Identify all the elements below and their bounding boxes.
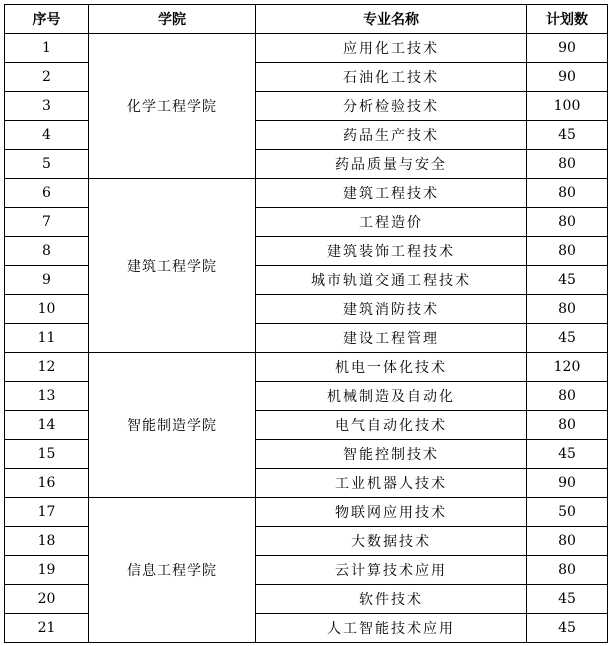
major-name-cell: 建筑装饰工程技术 bbox=[256, 237, 527, 266]
major-name-cell: 建筑消防技术 bbox=[256, 295, 527, 324]
plan-count-cell: 80 bbox=[527, 208, 608, 237]
plan-count-cell: 45 bbox=[527, 266, 608, 295]
major-name-cell: 药品生产技术 bbox=[256, 121, 527, 150]
college-cell: 建筑工程学院 bbox=[89, 179, 256, 353]
plan-count-cell: 90 bbox=[527, 469, 608, 498]
header-major: 专业名称 bbox=[256, 5, 527, 34]
table-row bbox=[5, 179, 608, 208]
row-index-cell: 21 bbox=[5, 614, 89, 643]
row-index-cell: 11 bbox=[5, 324, 89, 353]
college-cell: 化学工程学院 bbox=[89, 34, 256, 179]
row-index-cell: 17 bbox=[5, 498, 89, 527]
major-name-cell: 电气自动化技术 bbox=[256, 411, 527, 440]
row-index-cell: 18 bbox=[5, 527, 89, 556]
enrollment-plan-table bbox=[4, 4, 608, 643]
plan-count-cell: 45 bbox=[527, 585, 608, 614]
plan-count-cell: 80 bbox=[527, 179, 608, 208]
major-name-cell: 城市轨道交通工程技术 bbox=[256, 266, 527, 295]
row-index-cell: 7 bbox=[5, 208, 89, 237]
row-index-cell: 15 bbox=[5, 440, 89, 469]
plan-count-cell: 80 bbox=[527, 237, 608, 266]
table-row bbox=[5, 498, 608, 527]
plan-count-cell: 80 bbox=[527, 527, 608, 556]
plan-count-cell: 80 bbox=[527, 411, 608, 440]
header-plan: 计划数 bbox=[527, 5, 608, 34]
plan-count-cell: 90 bbox=[527, 34, 608, 63]
plan-count-cell: 80 bbox=[527, 150, 608, 179]
plan-count-cell: 90 bbox=[527, 63, 608, 92]
major-name-cell: 机械制造及自动化 bbox=[256, 382, 527, 411]
row-index-cell: 10 bbox=[5, 295, 89, 324]
plan-count-cell: 50 bbox=[527, 498, 608, 527]
table-header bbox=[5, 5, 608, 34]
major-name-cell: 工业机器人技术 bbox=[256, 469, 527, 498]
college-cell: 智能制造学院 bbox=[89, 353, 256, 498]
plan-count-cell: 45 bbox=[527, 614, 608, 643]
row-index-cell: 8 bbox=[5, 237, 89, 266]
major-name-cell: 建设工程管理 bbox=[256, 324, 527, 353]
row-index-cell: 5 bbox=[5, 150, 89, 179]
plan-count-cell: 45 bbox=[527, 324, 608, 353]
row-index-cell: 19 bbox=[5, 556, 89, 585]
row-index-cell: 13 bbox=[5, 382, 89, 411]
header-college: 学院 bbox=[89, 5, 256, 34]
college-cell: 信息工程学院 bbox=[89, 498, 256, 643]
major-name-cell: 机电一体化技术 bbox=[256, 353, 527, 382]
major-name-cell: 软件技术 bbox=[256, 585, 527, 614]
plan-count-cell: 100 bbox=[527, 92, 608, 121]
table-body bbox=[5, 34, 608, 643]
plan-count-cell: 45 bbox=[527, 121, 608, 150]
row-index-cell: 1 bbox=[5, 34, 89, 63]
major-name-cell: 分析检验技术 bbox=[256, 92, 527, 121]
header-row bbox=[5, 5, 608, 34]
major-name-cell: 工程造价 bbox=[256, 208, 527, 237]
major-name-cell: 人工智能技术应用 bbox=[256, 614, 527, 643]
row-index-cell: 20 bbox=[5, 585, 89, 614]
major-name-cell: 药品质量与安全 bbox=[256, 150, 527, 179]
major-name-cell: 云计算技术应用 bbox=[256, 556, 527, 585]
plan-count-cell: 80 bbox=[527, 295, 608, 324]
major-name-cell: 智能控制技术 bbox=[256, 440, 527, 469]
row-index-cell: 3 bbox=[5, 92, 89, 121]
row-index-cell: 16 bbox=[5, 469, 89, 498]
plan-count-cell: 45 bbox=[527, 440, 608, 469]
row-index-cell: 14 bbox=[5, 411, 89, 440]
plan-count-cell: 80 bbox=[527, 556, 608, 585]
major-name-cell: 建筑工程技术 bbox=[256, 179, 527, 208]
row-index-cell: 6 bbox=[5, 179, 89, 208]
table-row bbox=[5, 353, 608, 382]
row-index-cell: 9 bbox=[5, 266, 89, 295]
plan-count-cell: 120 bbox=[527, 353, 608, 382]
plan-count-cell: 80 bbox=[527, 382, 608, 411]
row-index-cell: 12 bbox=[5, 353, 89, 382]
row-index-cell: 2 bbox=[5, 63, 89, 92]
major-name-cell: 应用化工技术 bbox=[256, 34, 527, 63]
row-index-cell: 4 bbox=[5, 121, 89, 150]
major-name-cell: 石油化工技术 bbox=[256, 63, 527, 92]
major-name-cell: 物联网应用技术 bbox=[256, 498, 527, 527]
header-index: 序号 bbox=[5, 5, 89, 34]
major-name-cell: 大数据技术 bbox=[256, 527, 527, 556]
table-row bbox=[5, 34, 608, 63]
